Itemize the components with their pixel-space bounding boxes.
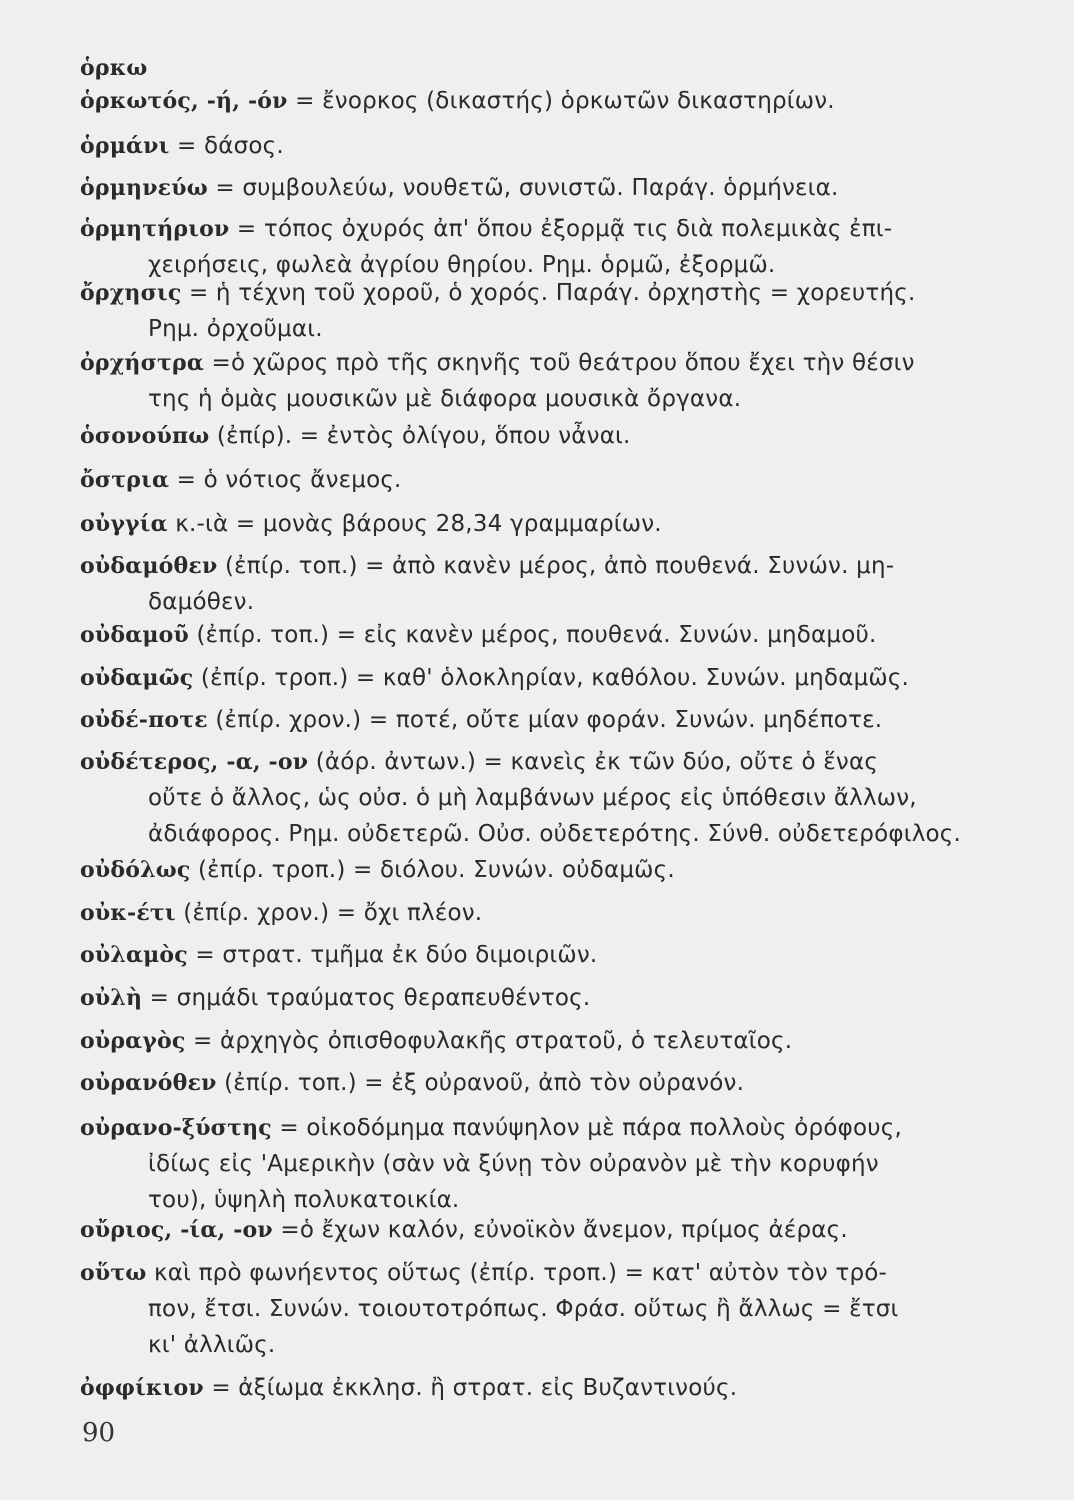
definition: (ἐπίρ. χρον.) = ποτέ, οὔτε μίαν φοράν. Συνών. μηδέποτε. <box>207 707 883 733</box>
headword: οὐδέτερος, -α, -ον <box>80 749 309 775</box>
definition: (ἐπίρ. χρον.) = ὄχι πλέον. <box>175 900 483 926</box>
definition: =ὁ χῶρος πρὸ τῆς σκηνῆς τοῦ θεάτρου ὅπου ἔχει τὴν θέσιν <box>203 350 915 376</box>
headword: οὐγγία <box>80 511 168 537</box>
definition: = ἀξίωμα ἐκκλησ. ἢ στρατ. εἰς Βυζαντινούς. <box>203 1375 738 1401</box>
definition: (ἐπίρ. τοπ.) = ἀπὸ κανὲν μέρος, ἀπὸ πουθενά. Συνών. μη- <box>217 553 895 579</box>
headword: οὕτω <box>80 1260 147 1286</box>
definition: (ἐπίρ). = ἐντὸς ὀλίγου, ὅπου νἆναι. <box>209 423 631 449</box>
entry <box>80 1110 1040 1218</box>
definition-continuation: πον, ἔτσι. Συνών. τοιουτοτρόπως. Φράσ. οὕτως ἢ ἄλλως = ἔτσι <box>148 1296 899 1322</box>
entry <box>80 617 1040 653</box>
headword: οὐλαμὸς <box>80 942 188 968</box>
definition-continuation: οὔτε ὁ ἄλλος, ὡς οὐσ. ὁ μὴ λαμβάνων μέρος εἰς ὑπόθεσιν ἄλλων, <box>148 785 917 811</box>
definition: (ἐπίρ. τροπ.) = διόλου. Συνών. οὐδαμῶς. <box>190 857 675 883</box>
definition: =ὁ ἔχων καλόν, εὐνοϊκὸν ἄνεμον, πρίμος ἀέρας. <box>272 1217 848 1243</box>
definition-continuation: χειρήσεις, φωλεὰ ἀγρίου θηρίου. Ρημ. ὁρμῶ, ἐξορμῶ. <box>148 252 776 278</box>
entry <box>80 128 1040 164</box>
page-number: 90 <box>82 1418 116 1448</box>
headword: ὁρμηνεύω <box>80 175 208 201</box>
headword: οὐρανο-ξύστης <box>80 1115 272 1141</box>
headword: ὄστρια <box>80 467 170 493</box>
entry <box>80 1212 1040 1248</box>
entry <box>80 1255 1040 1363</box>
headword: ὁσονούπω <box>80 423 210 449</box>
entry <box>80 50 1040 86</box>
definition-continuation: της ἡ ὁμὰς μουσικῶν μὲ διάφορα μουσικὰ ὄργανα. <box>148 386 742 412</box>
headword: οὐλὴ <box>80 985 143 1011</box>
definition-continuation: δαμόθεν. <box>148 589 255 615</box>
definition-continuation: Ρημ. ὀρχοῦμαι. <box>148 316 323 342</box>
entry <box>80 275 1040 347</box>
headword: οὔριος, -ία, -ον <box>80 1217 273 1243</box>
definition: = στρατ. τμῆμα ἐκ δύο διμοιριῶν. <box>187 942 598 968</box>
headword: οὐδόλως <box>80 857 191 883</box>
headword: ὁρμητήριον <box>80 216 230 242</box>
definition: (ἀόρ. ἀντων.) = κανεὶς ἐκ τῶν δύο, οὔτε ὁ ἕνας <box>308 749 879 775</box>
definition: (ἐπίρ. τοπ.) = εἰς κανὲν μέρος, πουθενά. Συνών. μηδαμοῦ. <box>188 622 877 648</box>
entry <box>80 345 1040 417</box>
entry <box>80 852 1040 888</box>
headword: ὀφφίκιον <box>80 1375 204 1401</box>
entry <box>80 980 1040 1016</box>
definition-continuation: του), ὑψηλὴ πολυκατοικία. <box>148 1187 460 1213</box>
headword: ὁρμάνι <box>80 133 170 159</box>
definition: (ἐπίρ. τοπ.) = ἐξ οὐρανοῦ, ἀπὸ τὸν οὐρανόν. <box>216 1070 745 1096</box>
entry <box>80 83 1040 119</box>
definition: = ἡ τέχνη τοῦ χοροῦ, ὁ χορός. Παράγ. ὀρχηστὴς = χορευτής. <box>181 280 916 306</box>
definition: = δάσος. <box>169 133 284 159</box>
entry <box>80 1065 1040 1101</box>
entry <box>80 1370 1040 1406</box>
entry <box>80 937 1040 973</box>
headword: ὁρκω <box>80 55 148 81</box>
headword: οὐραγὸς <box>80 1028 186 1054</box>
definition: = ἔνορκος (δικαστής) ὁρκωτῶν δικαστηρίων. <box>287 88 835 114</box>
headword: οὐδαμόθεν <box>80 553 218 579</box>
definition: = συμβουλεύω, νουθετῶ, συνιστῶ. Παράγ. ὁρμήνεια. <box>207 175 839 201</box>
headword: οὐρανόθεν <box>80 1070 217 1096</box>
entry <box>80 211 1040 283</box>
definition: = οἰκοδόμημα πανύψηλον μὲ πάρα πολλοὺς ὀρόφους, <box>271 1115 902 1141</box>
headword: οὐδαμοῦ <box>80 622 189 648</box>
headword: οὐδέ-ποτε <box>80 707 208 733</box>
entry <box>80 660 1040 696</box>
definition: = τόπος ὀχυρός ἀπ' ὅπου ἐξορμᾷ τις διὰ πολεμικὰς ἐπι- <box>229 216 893 242</box>
definition-continuation: ἀδιάφορος. Ρημ. οὐδετερῶ. Οὐσ. οὐδετερότης. Σύνθ. οὐδετερόφιλος. <box>148 821 962 847</box>
entry <box>80 744 1040 852</box>
definition: = σημάδι τραύματος θεραπευθέντος. <box>142 985 591 1011</box>
headword: οὐκ-έτι <box>80 900 176 926</box>
headword: ὀρχήστρα <box>80 350 204 376</box>
definition-continuation: ἰδίως εἰς 'Αμερικὴν (σὰν νὰ ξύνῃ τὸν οὐρανὸν μὲ τὴν κορυφήν <box>148 1151 879 1177</box>
entry <box>80 418 1040 454</box>
entry <box>80 548 1040 620</box>
definition: καὶ πρὸ φωνήεντος οὕτως (ἐπίρ. τροπ.) = κατ' αὐτὸν τὸν τρό- <box>146 1260 888 1286</box>
entry <box>80 1023 1040 1059</box>
entry <box>80 462 1040 498</box>
definition: (ἐπίρ. τροπ.) = καθ' ὁλοκληρίαν, καθόλου. Συνών. μηδαμῶς. <box>193 665 910 691</box>
definition: = ὁ νότιος ἄνεμος. <box>169 467 402 493</box>
definition-continuation: κι' ἀλλιῶς. <box>148 1332 276 1358</box>
headword: ὄρχησις <box>80 280 182 306</box>
entry <box>80 170 1040 206</box>
definition: κ.-ιὰ = μονὰς βάρους 28,34 γραμμαρίων. <box>167 511 662 537</box>
entry <box>80 506 1040 542</box>
headword: οὐδαμῶς <box>80 665 194 691</box>
definition: = ἀρχηγὸς ὀπισθοφυλακῆς στρατοῦ, ὁ τελευταῖος. <box>185 1028 793 1054</box>
entry <box>80 702 1040 738</box>
entry <box>80 895 1040 931</box>
headword: ὁρκωτός, -ή, -όν <box>80 88 288 114</box>
